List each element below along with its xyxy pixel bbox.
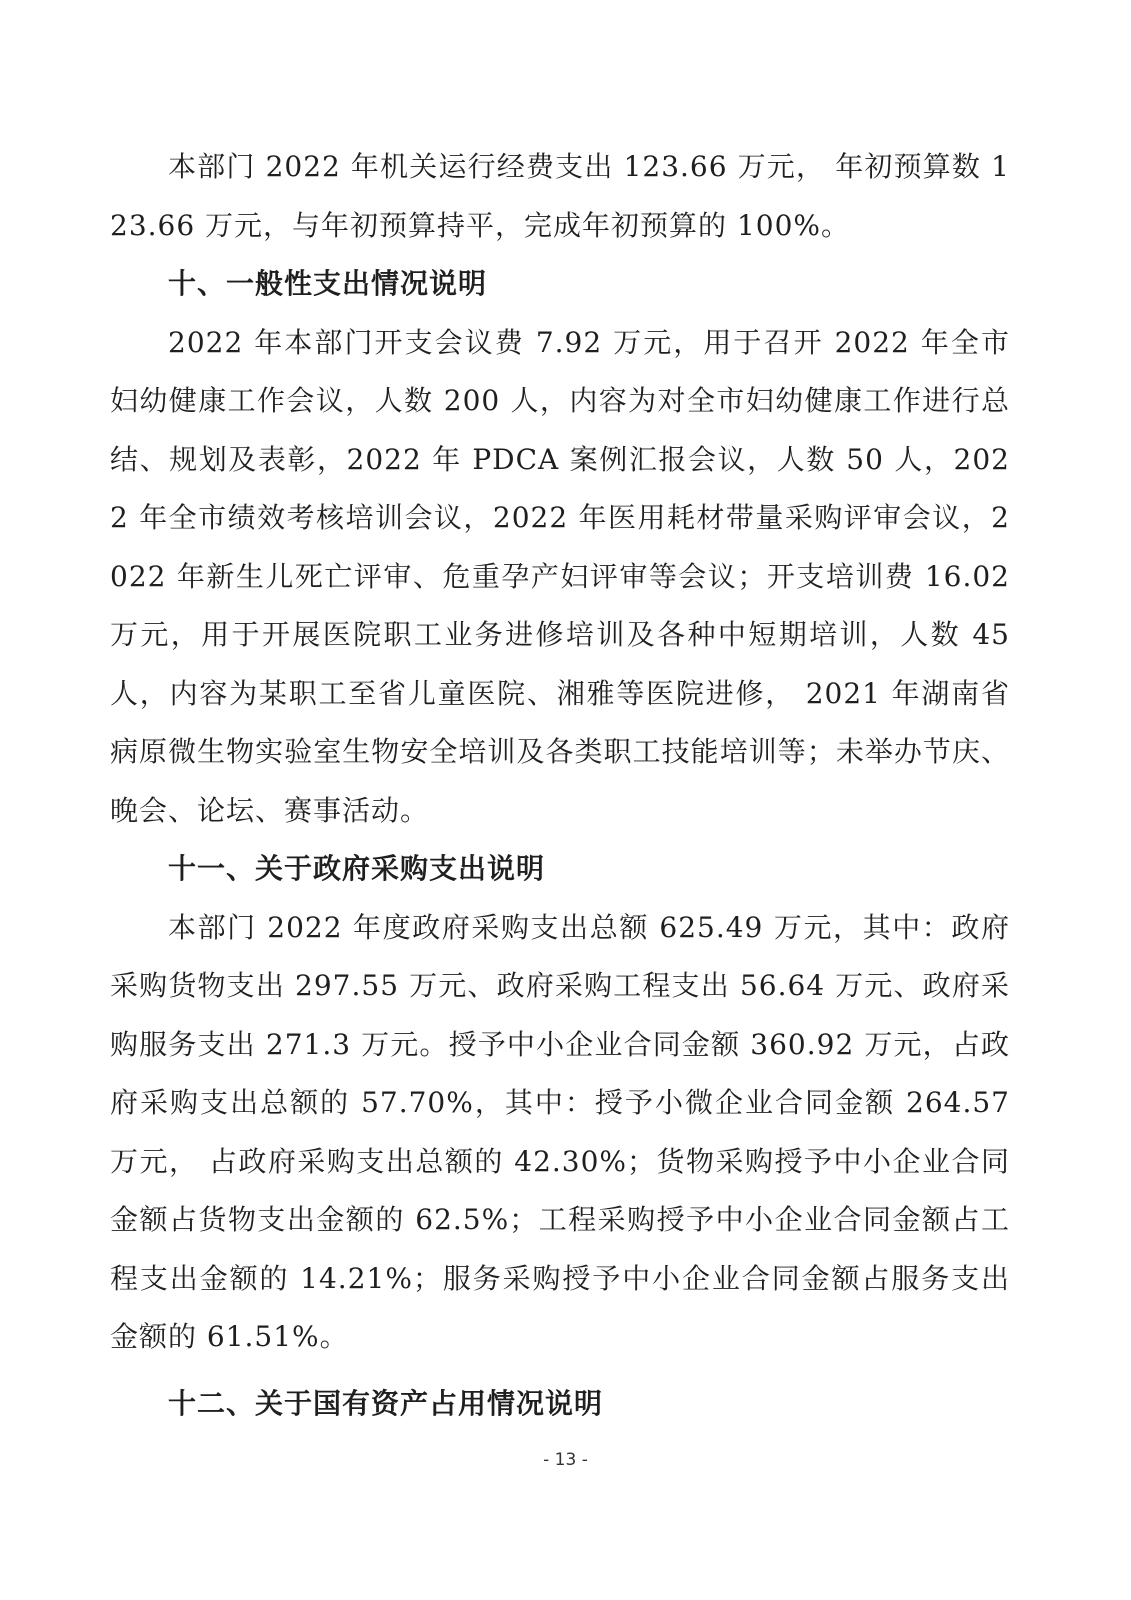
paragraph-government-procurement: 本部门 2022 年度政府采购支出总额 625.49 万元，其中：政府采购货物支出 297.55 万元、政府采购工程支出 56.64 万元、政府采购服务支出 271.3 万元。授予中小企业合同金额 360.92 万元，占政府采购支出总额的 57.70%，其中：授予小微企业合同金额 264.57 万元， 占政府采购支出总额的 42.30%；货物采购授予中小企业合同金额占货物支出金额的 62.5%；工程采购授予中小企业合同金额占工程支出金额的 14.21%；服务采购授予中小企业合同金额占服务支出金额的 61.51%。 [110,910,1010,1353]
section-heading-government-procurement: 十一、关于政府采购支出说明 [168,852,546,885]
section-heading-general-expenses: 十、一般性支出情况说明 [168,267,488,300]
paragraph-operating-expenses: 本部门 2022 年机关运行经费支出 123.66 万元， 年初预算数 123.66 万元，与年初预算持平，完成年初预算的 100%。 [110,150,1010,242]
paragraph-general-expenses: 2022 年本部门开支会议费 7.92 万元，用于召开 2022 年全市妇幼健康工作会议，人数 200 人，内容为对全市妇幼健康工作进行总结、规划及表彰，2022 年 PDCA 案例汇报会议，人数 50 人，2022 年全市绩效考核培训会议，2022 年医用耗材带量采购评审会议，2022 年新生儿死亡评审、危重孕产妇评审等会议；开支培训费 16.02 万元，用于开展医院职工业务进修培训及各种中短期培训，人数 45 人，内容为某职工至省儿童医院、湘雅等医院进修， 2021 年湖南省病原微生物实验室生物安全培训及各类职工技能培训等；未举办节庆、晚会、论坛、赛事活动。 [110,325,1010,827]
document-body [110,138,1010,1433]
section-heading-state-assets: 十二、关于国有资产占用情况说明 [168,1386,604,1420]
spacer [110,1367,1010,1375]
page-number: - 13 - [543,1450,588,1470]
